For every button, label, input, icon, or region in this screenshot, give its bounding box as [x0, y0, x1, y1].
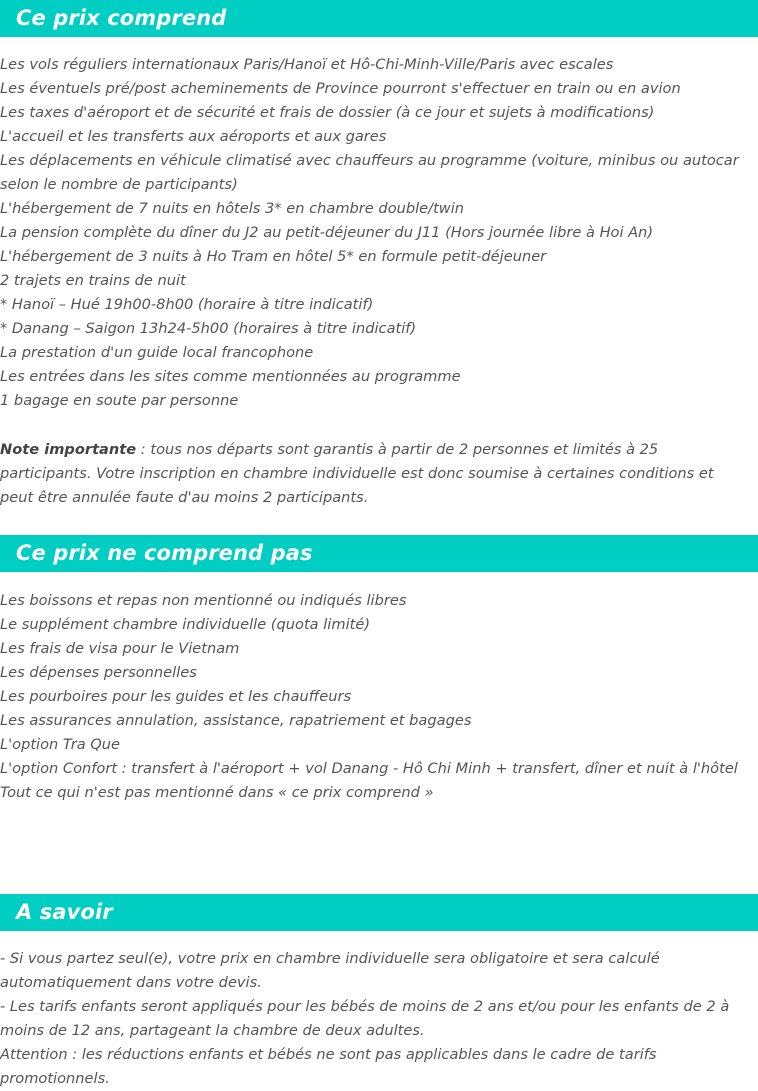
list-item: Tout ce qui n'est pas mentionné dans « ce prix comprend »: [0, 784, 434, 801]
list-item: Les boissons et repas non mentionné ou indiqués libres: [0, 592, 407, 609]
list-item: Le supplément chambre individuelle (quota limité): [0, 616, 371, 633]
good-to-know-paragraph: - Les tarifs enfants seront appliqués pour les bébés de moins de 2 ans et/ou pour les enfants de 2 à moins de 12 ans, partageant la chambre de deux adultes.: [0, 998, 730, 1039]
important-note: [0, 438, 748, 510]
good-to-know-paragraph: - Si vous partez seul(e), votre prix en chambre individuelle sera obligatoire et sera calculé automatiquement dans votre devis.: [0, 950, 660, 991]
list-item: Les déplacements en véhicule climatisé avec chauffeurs au programme (voiture, minibus ou autocar selon le nombre de participants): [0, 152, 739, 193]
not-included-list: [0, 589, 758, 805]
important-note-text: : tous nos départs sont garantis à partir de 2 personnes et limités à 25 participants. Votre inscription en chambre individuelle est donc soumise à certaines conditions et peut être annulée faute d'au moins 2 participants.: [0, 441, 714, 506]
list-item: Les frais de visa pour le Vietnam: [0, 640, 240, 657]
section-title-good-to-know: A savoir: [16, 900, 113, 924]
list-item: * Hanoï – Hué 19h00-8h00 (horaire à titre indicatif): [0, 296, 374, 313]
section-header-included: [0, 0, 758, 37]
list-item: L'hébergement de 3 nuits à Ho Tram en hôtel 5* en formule petit-déjeuner: [0, 248, 547, 265]
list-item: Les taxes d'aéroport et de sécurité et frais de dossier (à ce jour et sujets à modifications): [0, 104, 655, 121]
list-item: L'option Confort : transfert à l'aéroport + vol Danang - Hô Chi Minh + transfert, dîner et nuit à l'hôtel: [0, 760, 738, 777]
list-item: La pension complète du dîner du J2 au petit-déjeuner du J11 (Hors journée libre à Hoi An): [0, 224, 654, 241]
list-item: 1 bagage en soute par personne: [0, 392, 239, 409]
list-item: Les entrées dans les sites comme mentionnées au programme: [0, 368, 461, 385]
important-note-paragraph: [0, 438, 738, 510]
section-title-not-included: Ce prix ne comprend pas: [16, 541, 313, 565]
list-item: L'accueil et les transferts aux aéroports et aux gares: [0, 128, 387, 145]
section-header-good-to-know: [0, 894, 758, 931]
list-item: * Danang – Saigon 13h24-5h00 (horaires à titre indicatif): [0, 320, 417, 337]
list-item: L'hébergement de 7 nuits en hôtels 3* en chambre double/twin: [0, 200, 465, 217]
section-title-included: Ce prix comprend: [16, 6, 227, 30]
good-to-know-paragraph: Attention : les réductions enfants et bébés ne sont pas applicables dans le cadre de tarifs promotionnels.: [0, 1046, 657, 1087]
list-item: La prestation d'un guide local francophone: [0, 344, 314, 361]
list-item: Les éventuels pré/post acheminements de Province pourront s'effectuer en train ou en avion: [0, 80, 681, 97]
list-item: Les assurances annulation, assistance, rapatriement et bagages: [0, 712, 472, 729]
list-item: L'option Tra Que: [0, 736, 121, 753]
list-item: Les vols réguliers internationaux Paris/Hanoï et Hô-Chi-Minh-Ville/Paris avec escales: [0, 56, 614, 73]
list-item: Les dépenses personnelles: [0, 664, 197, 681]
good-to-know-list: [0, 947, 758, 1091]
included-list: [0, 53, 758, 413]
section-header-not-included: [0, 535, 758, 572]
important-note-label: Note importante: [0, 441, 137, 458]
list-item: Les pourboires pour les guides et les chauffeurs: [0, 688, 352, 705]
list-item: 2 trajets en trains de nuit: [0, 272, 186, 289]
